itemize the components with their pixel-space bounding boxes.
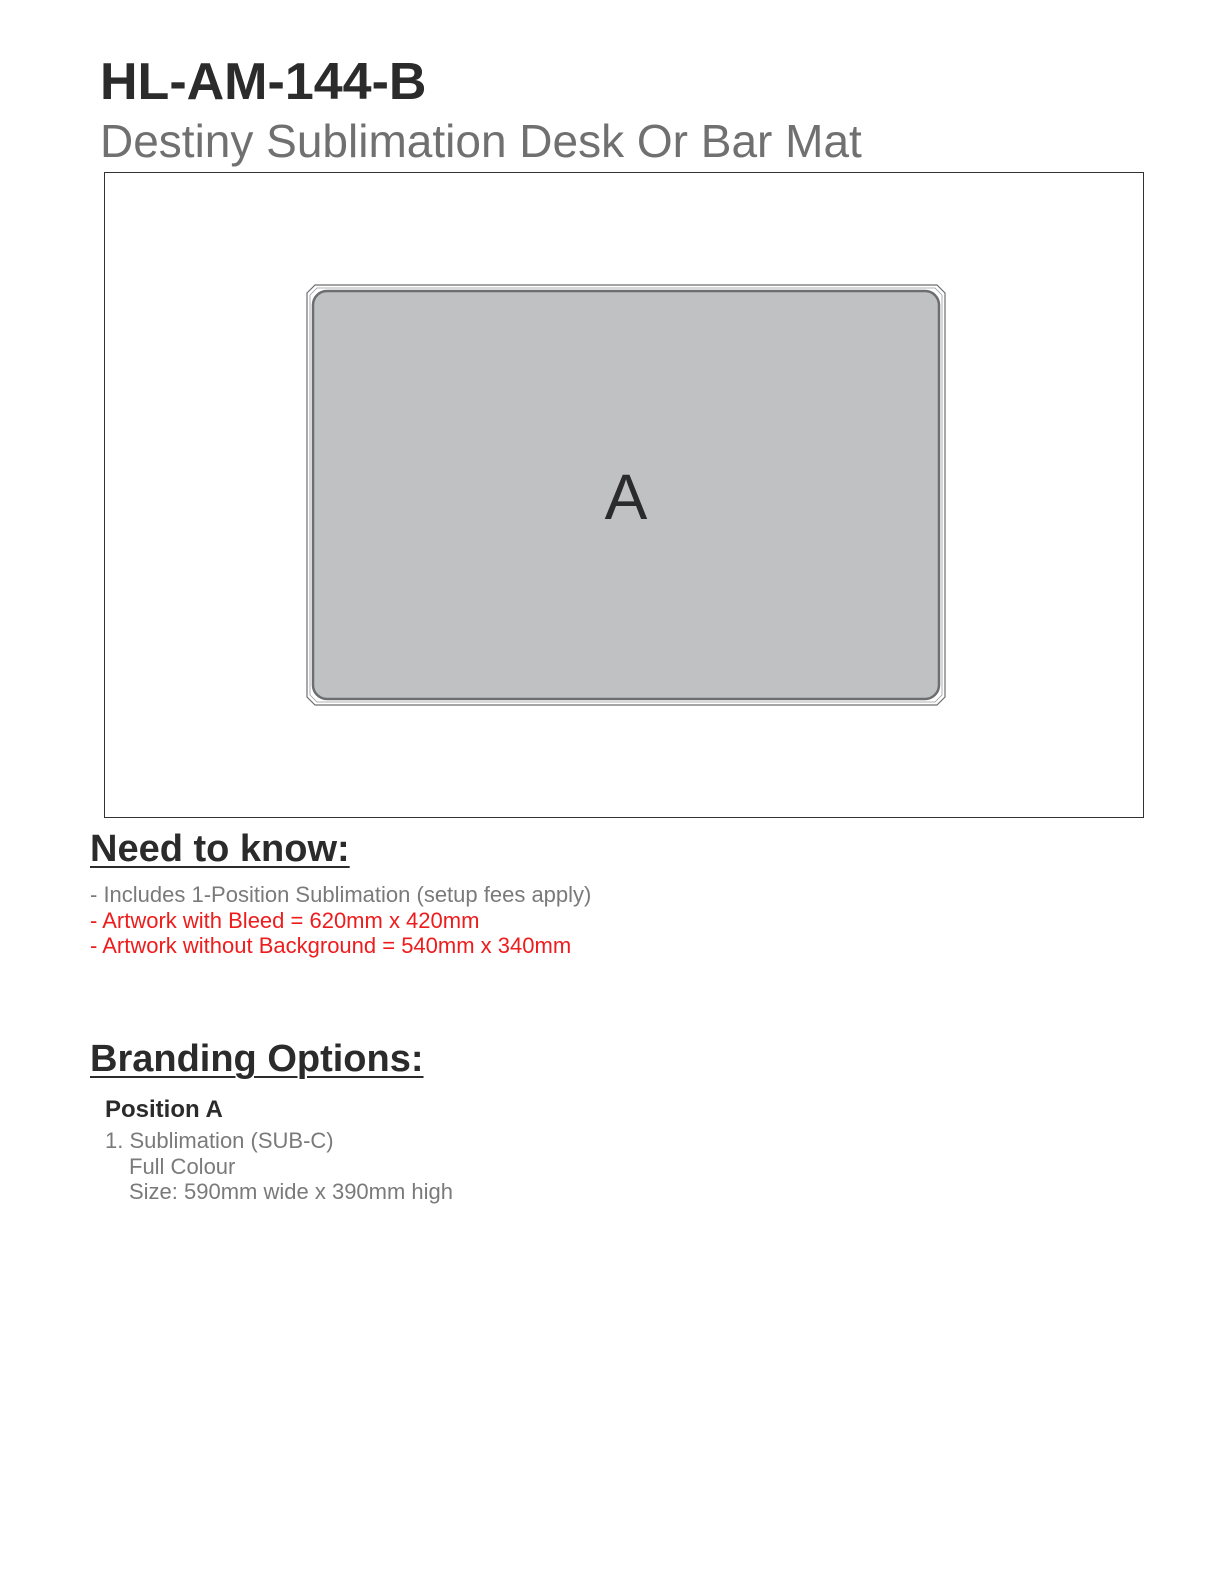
product-name: Destiny Sublimation Desk Or Bar Mat xyxy=(100,115,862,167)
info-line-no-background: - Artwork without Background = 540mm x 340mm xyxy=(90,933,572,958)
need-to-know-list xyxy=(90,882,591,959)
position-a-label: A xyxy=(604,461,648,533)
need-to-know-heading: Need to know: xyxy=(90,828,350,870)
product-code: HL-AM-144-B xyxy=(100,53,427,111)
branding-colour: Full Colour xyxy=(129,1153,236,1179)
branding-method: 1. Sublimation (SUB-C) xyxy=(105,1128,334,1153)
info-line-setup: - Includes 1-Position Sublimation (setup fees apply) xyxy=(90,882,592,907)
branding-options-heading: Branding Options: xyxy=(90,1038,424,1080)
position-a-details xyxy=(105,1128,453,1205)
product-image-frame xyxy=(104,172,1144,818)
info-line-bleed: - Artwork with Bleed = 620mm x 420mm xyxy=(90,907,480,933)
desk-mat-illustration xyxy=(305,283,947,707)
position-a-title: Position A xyxy=(105,1096,223,1123)
branding-size: Size: 590mm wide x 390mm high xyxy=(129,1179,454,1204)
